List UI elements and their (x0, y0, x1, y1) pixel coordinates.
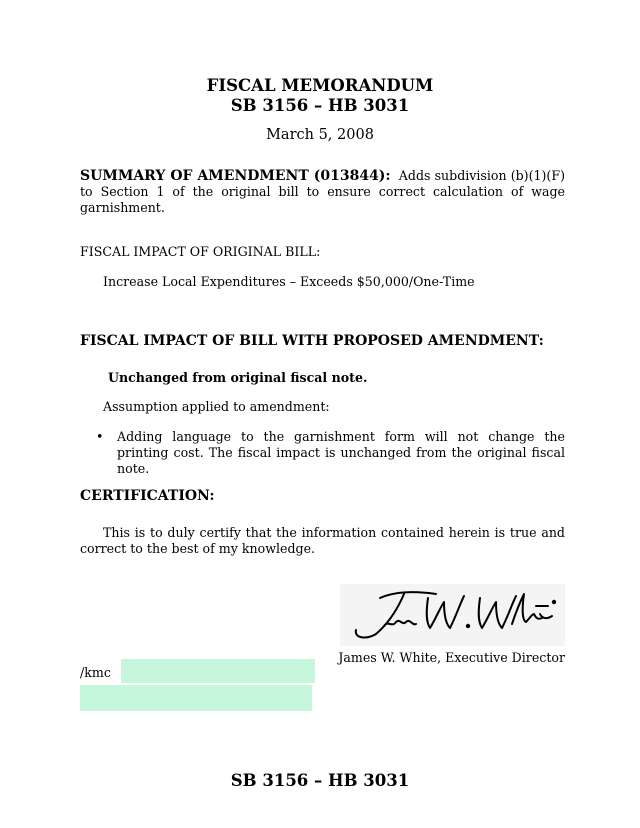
summary-heading: SUMMARY OF AMENDMENT (013844): (80, 168, 391, 184)
certification-text: This is to duly certify that the information contained herein is true and correct to the best of my knowledge. (80, 525, 565, 556)
typist-initials: /kmc (80, 665, 111, 680)
footer-bill-number: SB 3156 – HB 3031 (230, 771, 410, 790)
signature-image (340, 584, 565, 646)
bill-number: SB 3156 – HB 3031 (230, 96, 410, 115)
summary-text: Adds subdivision (b)(1)(F) to Section 1 of the original bill to ensure correct calculation of wage garnishment. (80, 168, 565, 215)
amended-impact-value: Unchanged from original fiscal note. (108, 370, 368, 385)
assumption-text: Adding language to the garnishment form will not change the printing cost. The fiscal impact is unchanged from the original fiscal note. (117, 429, 565, 476)
original-impact-value: Increase Local Expenditures – Exceeds $50,000/One-Time (103, 274, 475, 289)
memo-title: FISCAL MEMORANDUM (206, 76, 434, 95)
highlight-box (80, 685, 312, 711)
amended-impact-heading: FISCAL IMPACT OF BILL WITH PROPOSED AMENDMENT: (80, 333, 544, 349)
memo-date: March 5, 2008 (266, 127, 374, 143)
summary-section (80, 168, 565, 216)
highlight-box (121, 659, 315, 683)
certification-heading: CERTIFICATION: (80, 488, 215, 504)
bullet-icon: • (96, 429, 104, 444)
assumption-label: Assumption applied to amendment: (103, 399, 330, 414)
original-impact-label: FISCAL IMPACT OF ORIGINAL BILL: (80, 244, 321, 259)
assumption-list-item (96, 429, 565, 477)
signatory-name: James W. White, Executive Director (338, 650, 565, 665)
